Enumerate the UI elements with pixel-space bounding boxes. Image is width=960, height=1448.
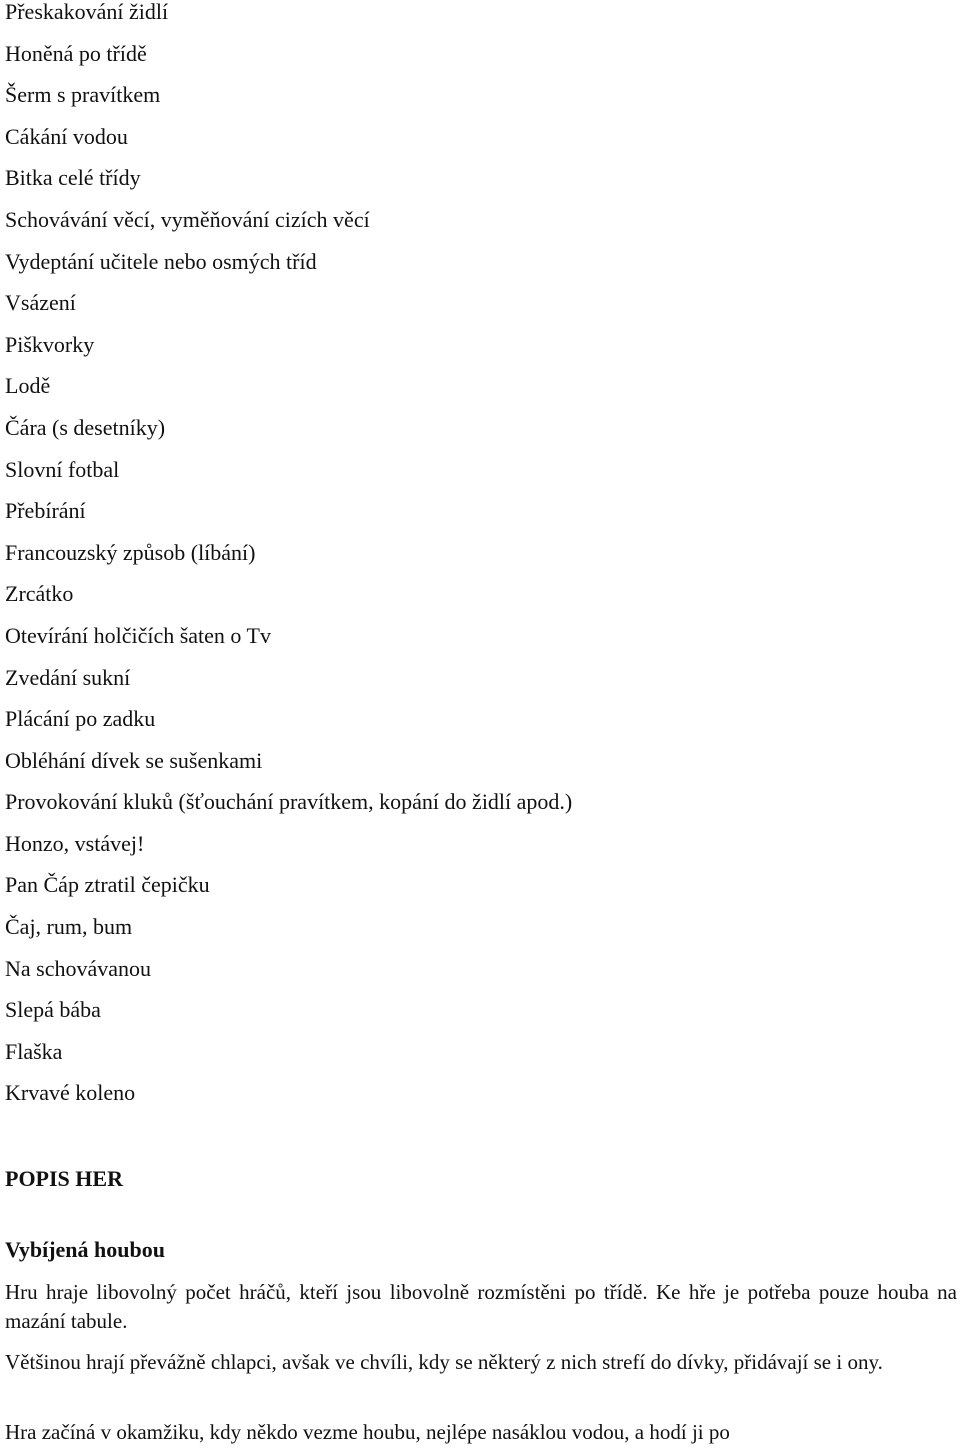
list-item: Francouzský způsob (líbání) [5, 539, 256, 565]
list-item: Pan Čáp ztratil čepičku [5, 872, 210, 898]
paragraph: Většinou hrají převážně chlapci, avšak ve chvíli, kdy se některý z nich strefí do dívky, přidávají se i ony. [5, 1350, 883, 1374]
list-item: Čára (s desetníky) [5, 414, 166, 440]
list-item: Zvedání sukní [5, 664, 131, 690]
list-item: Šerm s pravítkem [5, 82, 161, 108]
list-item: Flaška [5, 1038, 63, 1064]
list-item: Provokování kluků (šťouchání pravítkem, kopání do židlí apod.) [5, 789, 573, 815]
list-item: Na schovávanou [5, 955, 152, 981]
list-item: Slovní fotbal [5, 456, 120, 482]
list-item: Piškvorky [5, 331, 95, 357]
list-item: Krvavé koleno [5, 1080, 136, 1106]
list-item: Přebírání [5, 498, 86, 524]
list-item: Vsázení [5, 290, 76, 316]
list-item: Honěná po třídě [5, 40, 147, 66]
list-item: Cákání vodou [5, 123, 128, 149]
list-item: Obléhání dívek se sušenkami [5, 747, 263, 773]
list-item: Slepá bába [5, 997, 101, 1023]
list-item: Otevírání holčičích šaten o Tv [5, 622, 271, 648]
list-item: Zrcátko [5, 581, 74, 607]
list-item: Plácání po zadku [5, 706, 156, 732]
list-item: Lodě [5, 373, 51, 399]
paragraph: Hru hraje libovolný počet hráčů, kteří jsou libovolně rozmístěni po třídě. Ke hře je potřeba pouze houba na mazání tabule. [5, 1280, 957, 1333]
game-title: Vybíjená houbou [5, 1237, 165, 1262]
paragraph: Hra začíná v okamžiku, kdy někdo vezme houbu, nejlépe nasáklou vodou, a hodí ji po [5, 1420, 730, 1444]
list-item: Vydeptání učitele nebo osmých tříd [5, 248, 317, 274]
list-item: Honzo, vstávej! [5, 830, 145, 856]
list-item: Bitka celé třídy [5, 165, 141, 191]
list-item: Přeskakování židlí [5, 0, 169, 24]
games-list [5, 0, 572, 1123]
section-heading: POPIS HER [5, 1166, 123, 1191]
list-item: Schovávání věcí, vyměňování cizích věcí [5, 206, 370, 232]
list-item: Čaj, rum, bum [5, 914, 133, 940]
